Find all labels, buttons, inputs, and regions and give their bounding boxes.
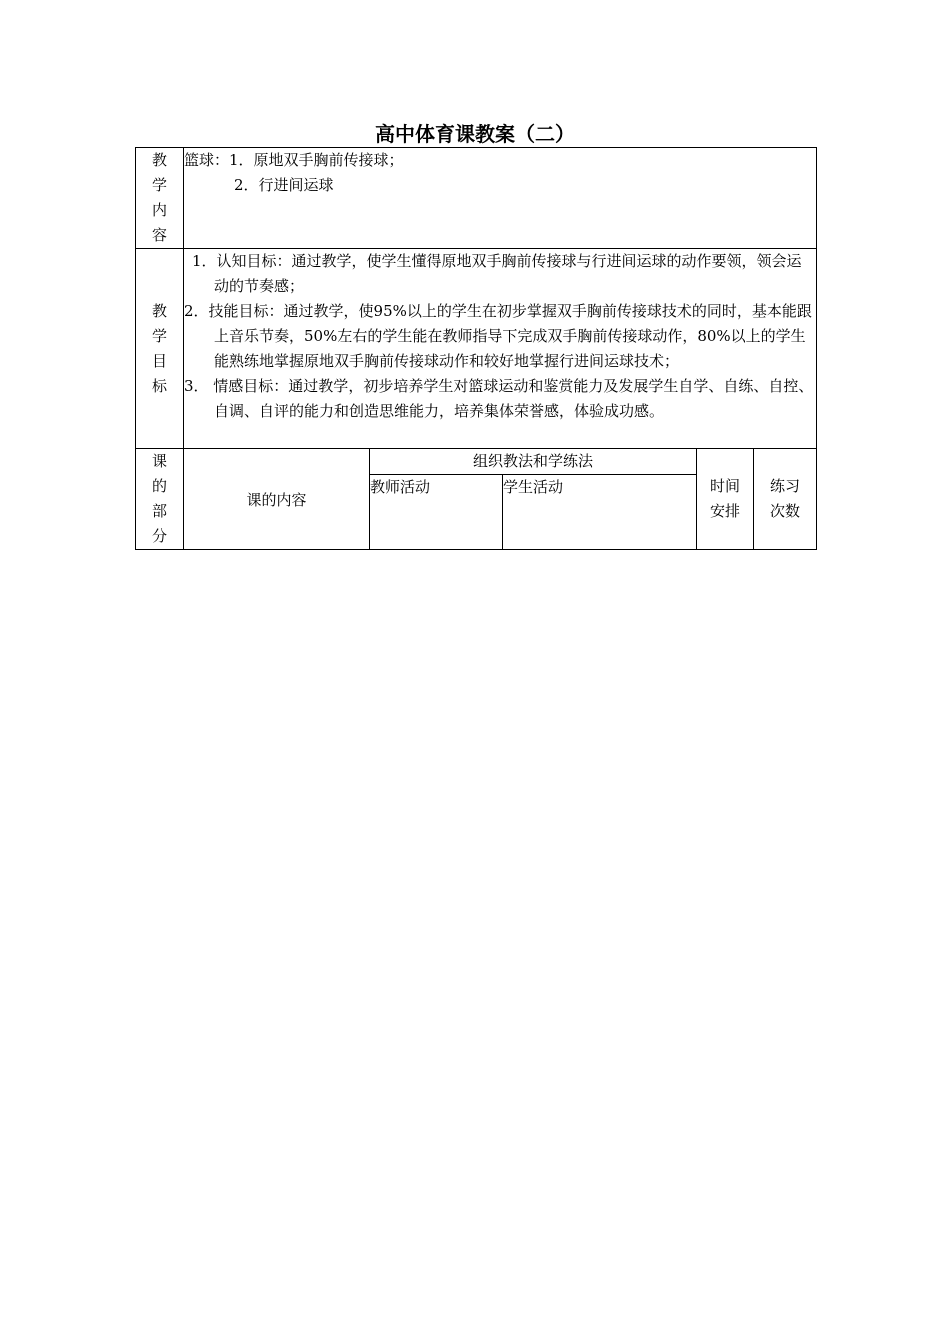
teaching-content-label: 教 学 内 容 — [136, 148, 184, 249]
objective-item: 1．认知目标：通过教学，使学生懂得原地双手胸前传接球与行进间运球的动作要领，领会运动的节奏感； — [192, 252, 802, 295]
lesson-plan-table — [135, 147, 817, 550]
objective-item: 2．技能目标：通过教学，使95%以上的学生在初步掌握双手胸前传接球技术的同时，基本能跟上音乐节奏，50%左右的学生能在教师指导下完成双手胸前传接球动作，80%以上的学生能熟练地掌握原地双手胸前传接球动作和较好地掌握行进间运球技术； — [184, 302, 812, 370]
content-line-1: 篮球：1．原地双手胸前传接球； — [184, 151, 404, 169]
count-header: 练习 次数 — [754, 449, 817, 550]
objective-item: 3． 情感目标：通过教学，初步培养学生对篮球运动和鉴赏能力及发展学生自学、自练、自控、自调、自评的能力和创造思维能力，培养集体荣誉感，体验成功感。 — [184, 377, 814, 420]
methods-header: 组织教法和学练法 — [370, 449, 697, 475]
lesson-part-label: 课 的 部 分 — [136, 449, 184, 550]
lesson-content-header: 课的内容 — [184, 449, 370, 550]
teaching-objectives-label: 教 学 目 标 — [136, 249, 184, 449]
teacher-activity-header: 教师活动 — [370, 474, 503, 550]
teaching-content-row — [136, 148, 817, 249]
student-activity-header: 学生活动 — [503, 474, 697, 550]
teaching-objectives-cell — [184, 249, 817, 449]
teaching-content-cell — [184, 148, 817, 249]
teaching-objectives-row — [136, 249, 817, 449]
time-header: 时间 安排 — [697, 449, 754, 550]
lesson-header-row-1 — [136, 449, 817, 475]
page-title: 高中体育课教案（二） — [375, 122, 575, 146]
content-line-2: 2．行进间运球 — [234, 176, 334, 194]
